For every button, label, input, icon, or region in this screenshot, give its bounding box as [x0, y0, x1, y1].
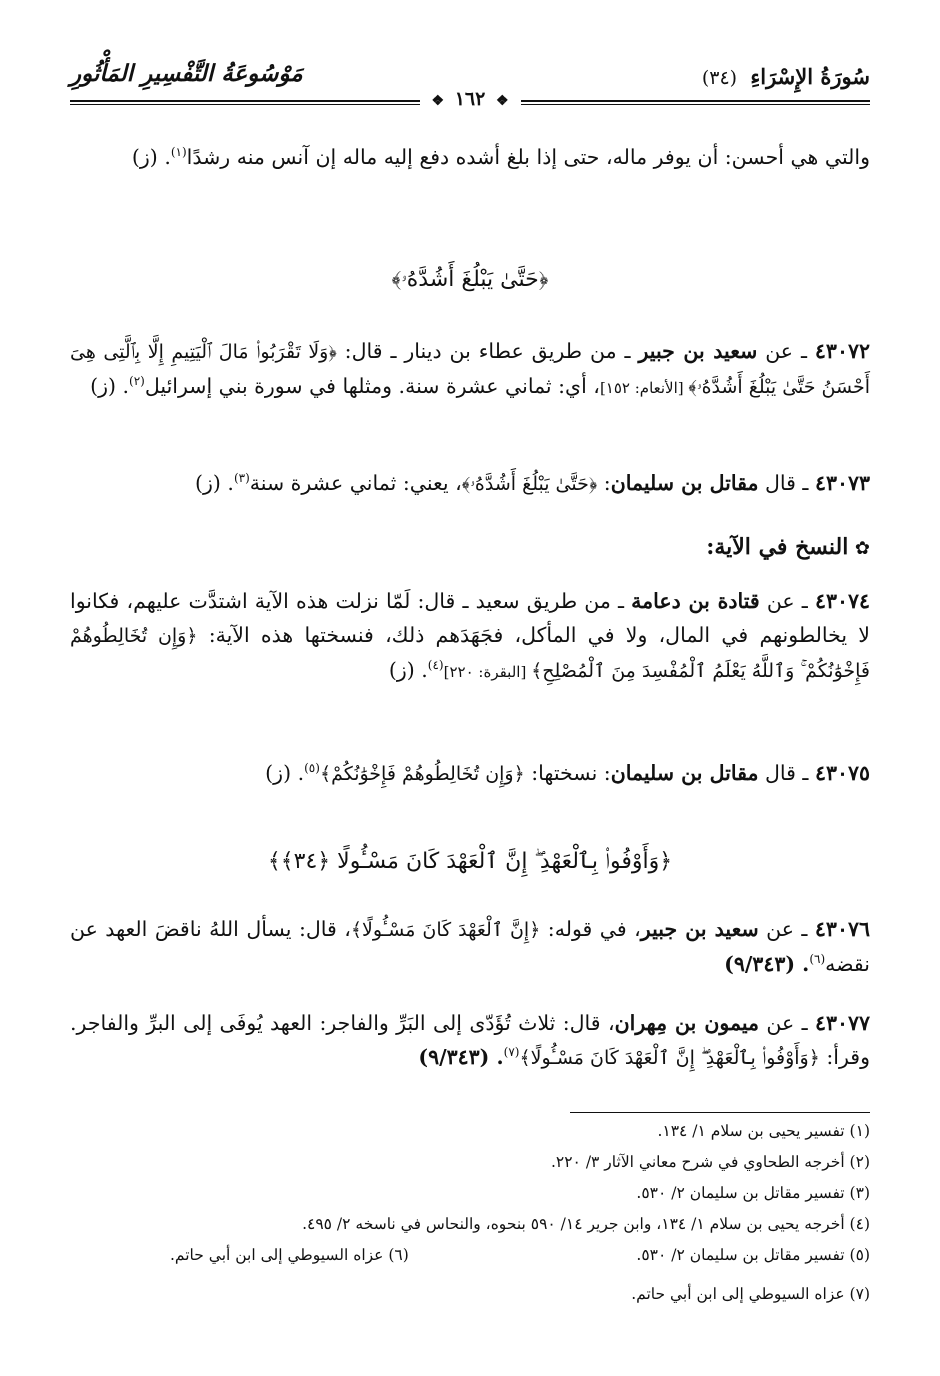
footnote-ref-2[interactable]: (٢) [129, 374, 145, 389]
narrator-name: قتادة بن دعامة [631, 589, 760, 613]
quran-quote: ﴿حَتَّىٰ يَبْلُغَ أَشُدَّهُۥ﴾ [461, 473, 598, 495]
paragraph-intro: والتي هي أحسن: أن يوفر ماله، حتى إذا بلغ أشده دفع إليه ماله إن آنس منه رشدًا$^{(١)}$. (ز) [131, 145, 870, 169]
quran-quote: ﴿وَأَوْفُوا۟ بِٱلْعَهْدِ ۖ إِنَّ ٱلْعَهْدَ كَانَ مَسْـُٔولًا﴾ [519, 1047, 820, 1069]
footnote-1: (١) تفسير يحيى بن سلام ١/ ١٣٤. [657, 1122, 870, 1140]
ayah-heading-2: ﴿وَأَوْفُوا۟ بِٱلْعَهْدِ ۖ إِنَّ ٱلْعَهْدَ كَانَ مَسْـُٔولًا ﴿٣٤﴾﴾ [267, 849, 673, 874]
narrator-name: سعيد بن جبير [640, 917, 759, 941]
quran-quote: ﴿وَإِن تُخَالِطُوهُمْ فَإِخْوَٰنُكُمْ ۚ وَٱللَّهُ يَعْلَمُ ٱلْمُفْسِدَ مِنَ ٱلْمُصْلِحِ﴾ [70, 625, 870, 682]
entry-43074: ٤٣٠٧٤ ـ عن قتادة بن دعامة ـ من طريق سعيد ـ قال: لَمّا نزلت هذه الآية اشتدَّت عليهم، فكانوا لا يخالطونهم في المال، ولا في المأكل، فجَهَدَهم ذلك، فنسختها هذه الآية: ﴿وَإِن تُخَالِطُوهُمْ فَإِخْوَٰنُكُمْ ۚ وَٱللَّهُ يَعْلَمُ ٱلْمُفْسِدَ مِنَ ٱلْمُصْلِحِ﴾ [البقرة: ٢٢٠]$^{(٤)}$. (ز) [70, 589, 870, 682]
ayah-heading-1: ﴿حَتَّىٰ يَبْلُغَ أَشُدَّهُۥ﴾ [391, 267, 549, 292]
entry-number: ٤٣٠٧٥ [814, 761, 870, 785]
verse-reference: [البقرة: ٢٢٠] [443, 663, 532, 681]
flower-icon: ✿ [854, 538, 870, 559]
entry-number: ٤٣٠٧٣ [814, 471, 870, 495]
entry-number: ٤٣٠٧٤ [814, 589, 870, 613]
entry-43072: ٤٣٠٧٢ ـ عن سعيد بن جبير ـ من طريق عطاء بن دينار ـ قال: ﴿وَلَا تَقْرَبُوا۟ مَالَ ٱلْيَتِيمِ إِلَّا بِٱلَّتِى هِىَ أَحْسَنُ حَتَّىٰ يَبْلُغَ أَشُدَّهُۥ﴾ [الأنعام: ١٥٢]، أي: ثماني عشرة سنة. ومثلها في سورة بني إسرائيل$^{(٢)}$. (ز) [70, 339, 870, 398]
quran-quote: ﴿وَلَا تَقْرَبُوا۟ مَالَ ٱلْيَتِيمِ إِلَّا بِٱلَّتِى هِىَ أَحْسَنُ حَتَّىٰ يَبْلُغَ أَشُدَّهُۥ﴾ [70, 341, 870, 398]
page-header [70, 58, 870, 110]
page-number: ١٦٢ [454, 88, 486, 110]
book-title: مَوْسُوعَةُ التَّفْسِيرِ المَأْثُورِ [70, 60, 303, 87]
surah-number: (٣٤) [701, 67, 738, 89]
entry-number: ٤٣٠٧٢ [814, 339, 870, 363]
verse-reference: [الأنعام: ١٥٢] [599, 379, 689, 397]
entry-43076: ٤٣٠٧٦ ـ عن سعيد بن جبير، في قوله: ﴿إِنَّ ٱلْعَهْدَ كَانَ مَسْـُٔولًا﴾، قال: يسأل اللهُ ناقضَ العهد عن نقضه$^{(٦)}$. (٩/٣٤٣) [70, 917, 870, 976]
quran-quote: ﴿وَإِن تُخَالِطُوهُمْ فَإِخْوَٰنُكُمْ﴾ [319, 763, 525, 785]
narrator-name: ميمون بن مِهران [614, 1011, 760, 1035]
footnote-ref-7[interactable]: (٧) [503, 1045, 520, 1060]
footnote-7: (٧) عزاه السيوطي إلى ابن أبي حاتم. [631, 1285, 870, 1303]
entry-number: ٤٣٠٧٦ [814, 917, 870, 941]
entry-43073: ٤٣٠٧٣ ـ قال مقاتل بن سليمان: ﴿حَتَّىٰ يَبْلُغَ أَشُدَّهُۥ﴾، يعني: ثماني عشرة سنة$^{(٣)}$. (ز) [195, 471, 870, 495]
surah-name: سُورَةُ الإِسْرَاءِ [750, 64, 870, 89]
footnote-ref-1[interactable]: (١) [170, 145, 187, 160]
entry-number: ٤٣٠٧٧ [814, 1011, 870, 1035]
narrator-name: سعيد بن جبير [638, 339, 758, 363]
section-title: النسخ في الآية: [706, 534, 849, 560]
footnote-ref-6[interactable]: (٦) [809, 952, 826, 967]
footnote-rule [570, 1112, 870, 1113]
entry-43075: ٤٣٠٧٥ ـ قال مقاتل بن سليمان: نسختها: ﴿وَإِن تُخَالِطُوهُمْ فَإِخْوَٰنُكُمْ﴾$^{(٥)}$. (ز) [265, 761, 870, 785]
footnote-2: (٢) أخرجه الطحاوي في شرح معاني الآثار ٣/ ٢٢٠. [550, 1153, 870, 1171]
entry-43077: ٤٣٠٧٧ ـ عن ميمون بن مِهران، قال: ثلاث تُؤَدّى إلى البَرِّ والفاجر: العهد يُوفَى إلى البرِّ والفاجر. وقرأ: ﴿وَأَوْفُوا۟ بِٱلْعَهْدِ ۖ إِنَّ ٱلْعَهْدَ كَانَ مَسْـُٔولًا﴾$^{(٧)}$. (٩/٣٤٣) [70, 1011, 870, 1069]
surah-heading [702, 64, 870, 89]
quran-quote: ﴿إِنَّ ٱلْعَهْدَ كَانَ مَسْـُٔولًا﴾ [350, 919, 541, 941]
ornament-icon: ❖ [431, 93, 445, 109]
footnote-4: (٤) أخرجه يحيى بن سلام ١/ ١٣٤، وابن جرير ١٤/ ٥٩٠ بنحوه، والنحاس في ناسخه ٢/ ٤٩٥. [302, 1215, 870, 1233]
footnote-6: (٦) عزاه السيوطي إلى ابن أبي حاتم. [170, 1246, 409, 1264]
footnote-3: (٣) تفسير مقاتل بن سليمان ٢/ ٥٣٠. [636, 1184, 870, 1202]
footnote-ref-3[interactable]: (٣) [233, 471, 250, 486]
footnote-5: (٥) تفسير مقاتل بن سليمان ٢/ ٥٣٠. [636, 1246, 870, 1264]
footnote-ref-4[interactable]: (٤) [427, 658, 444, 673]
ornament-icon: ❖ [495, 93, 509, 109]
narrator-name: مقاتل بن سليمان [610, 761, 759, 785]
page-number-box [70, 88, 870, 110]
footnote-ref-5[interactable]: (٥) [304, 761, 320, 776]
section-heading [70, 530, 870, 566]
narrator-name: مقاتل بن سليمان [610, 471, 759, 495]
